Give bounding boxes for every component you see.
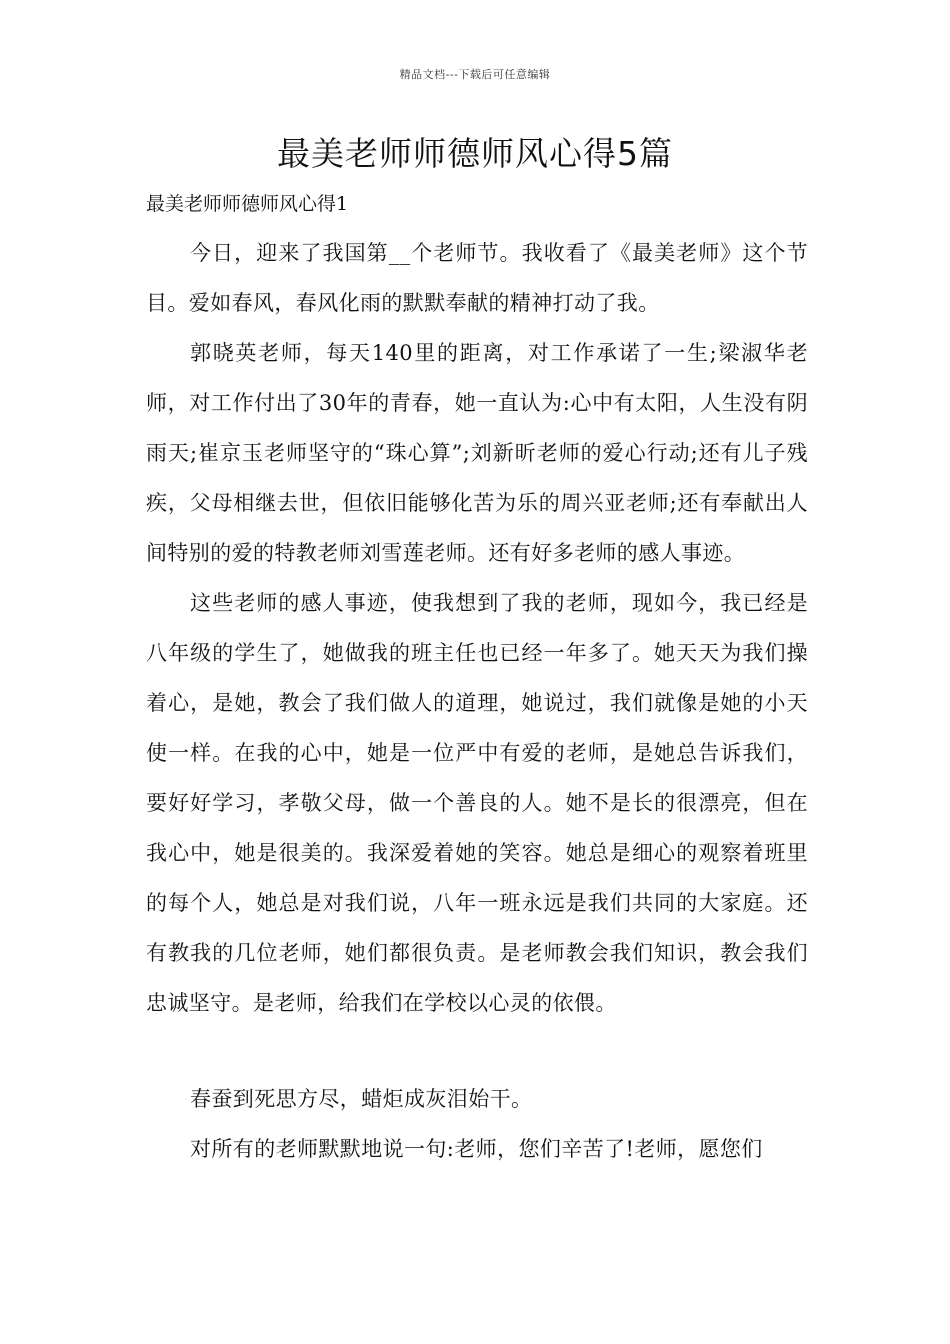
document-body	[146, 228, 808, 1174]
paragraph-4: 春蚕到死思方尽，蜡炬成灰泪始干。	[190, 1087, 533, 1111]
paragraph-2: 郭晓英老师，每天140里的距离，对工作承诺了一生;梁淑华老师，对工作付出了30年的青春，她一直认为:心中有太阳，人生没有阴雨天;崔京玉老师坚守的“珠心算”;刘新昕老师的爱心行动;还有儿子残疾，父母相继去世，但依旧能够化苦为乐的周兴亚老师;还有奉献出人间特别的爱的特教老师刘雪莲老师。还有好多老师的感人事迹。	[146, 341, 808, 565]
page-header: 精品文档---下载后可任意编辑	[399, 68, 551, 81]
paragraph-5: 对所有的老师默默地说一句:老师，您们辛苦了!老师，愿您们	[190, 1137, 763, 1161]
paragraph-3: 这些老师的感人事迹，使我想到了我的老师，现如今，我已经是八年级的学生了，她做我的班主任也已经一年多了。她天天为我们操着心，是她，教会了我们做人的道理，她说过，我们就像是她的小天使一样。在我的心中，她是一位严中有爱的老师，是她总告诉我们，要好好学习，孝敬父母，做一个善良的人。她不是长的很漂亮，但在我心中，她是很美的。我深爱着她的笑容。她总是细心的观察着班里的每个人，她总是对我们说，八年一班永远是我们共同的大家庭。还有教我的几位老师，她们都很负责。是老师教会我们知识，教会我们忠诚坚守。是老师，给我们在学校以心灵的依偎。	[146, 591, 808, 1015]
document-title: 最美老师师德师风心得5篇	[277, 134, 673, 173]
paragraph-spacer	[146, 1028, 808, 1074]
section-heading: 最美老师师德师风心得1	[146, 193, 349, 215]
paragraph-1: 今日，迎来了我国第__个老师节。我收看了《最美老师》这个节目。爱如春风，春风化雨的默默奉献的精神打动了我。	[146, 241, 808, 315]
